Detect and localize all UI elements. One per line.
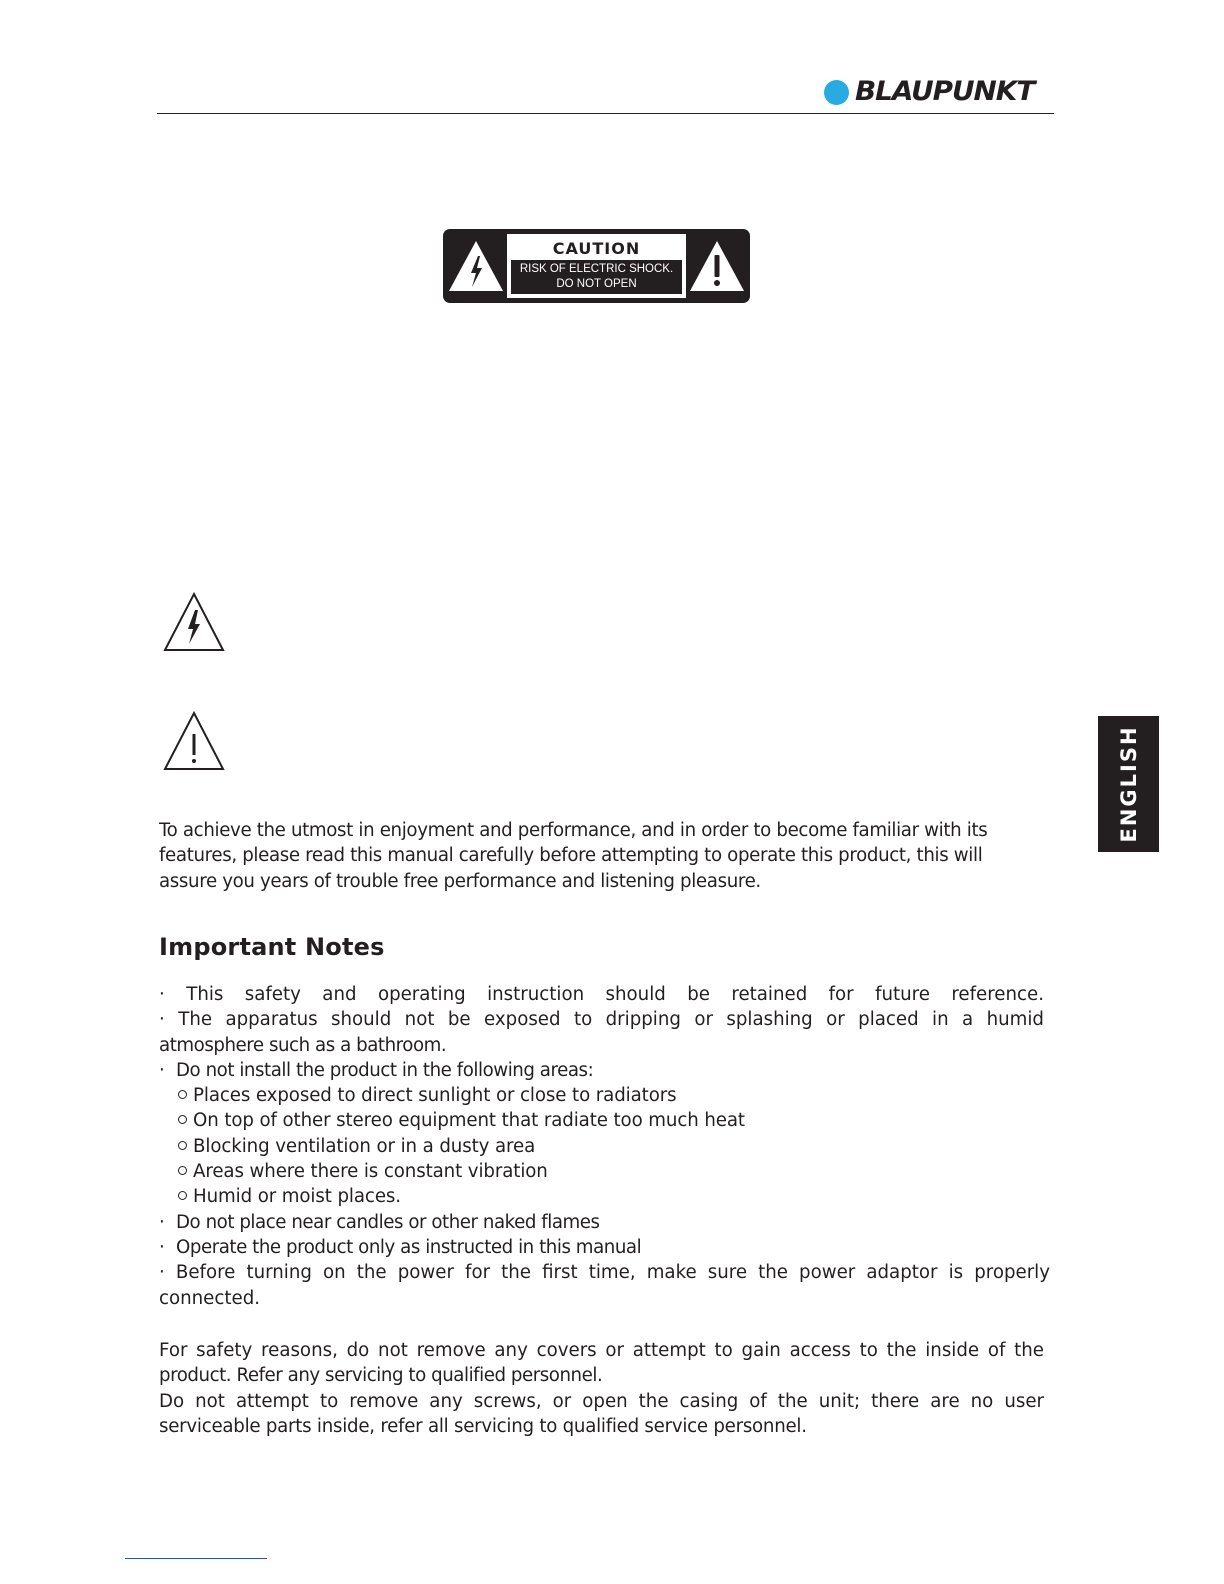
intro-line: assure you years of trouble free performance and listening pleasure. (159, 870, 761, 892)
caution-warning-text (511, 260, 682, 294)
area-text: On top of other stereo equipment that radiate too much heat (193, 1110, 745, 1132)
circle-bullet-icon (178, 1166, 187, 1175)
area-text: Places exposed to direct sunlight or close to radiators (193, 1085, 677, 1107)
note-continuation: connected. (159, 1287, 261, 1309)
safety-line: product. Refer any servicing to qualified personnel. (159, 1365, 603, 1387)
brand-dot-icon (824, 80, 849, 105)
footnote-divider (125, 1558, 267, 1559)
area-text: Blocking ventilation or in a dusty area (193, 1135, 536, 1157)
intro-line: To achieve the utmost in enjoyment and performance, and in order to become familiar with its (159, 820, 988, 841)
area-text: Areas where there is constant vibration (193, 1161, 548, 1183)
note-item: · This safety and operating instruction should be retained for future reference. (159, 984, 1044, 1005)
intro-paragraph (159, 818, 1044, 894)
caution-line-2: DO NOT OPEN (556, 278, 637, 290)
header-divider (157, 113, 1054, 114)
area-item (159, 1108, 1044, 1133)
caution-line-1: RISK OF ELECTRIC SHOCK. (519, 263, 674, 275)
caution-text-box (507, 234, 686, 298)
brand-logo (824, 76, 1035, 107)
circle-bullet-icon (178, 1141, 187, 1150)
caution-title: CAUTION (552, 239, 641, 258)
note-item: · Do not install the product in the following areas: (159, 1059, 594, 1081)
brand-name: BLAUPUNKT (855, 76, 1035, 107)
note-text: Before turning on the power for the first time, make sure the power adaptor is properly (175, 1262, 1050, 1284)
language-tab-label: ENGLISH (1116, 725, 1141, 843)
note-text: Operate the product only as instructed in this manual (176, 1236, 642, 1258)
note-item: · Before turning on the power for the first time, make sure the power adaptor is properly (159, 1262, 1050, 1284)
important-notes-list (159, 982, 1050, 1311)
note-text: Do not place near candles or other naked flames (176, 1211, 600, 1233)
note-item: · Do not place near candles or other naked flames (159, 1211, 600, 1233)
note-text: This safety and operating instruction should be retained for future reference. (186, 984, 1044, 1005)
intro-line: features, please read this manual carefully before attempting to operate this product, this will (159, 845, 983, 867)
area-item (159, 1159, 1044, 1184)
area-text: Humid or moist places. (193, 1186, 401, 1208)
circle-bullet-icon (178, 1191, 187, 1200)
area-item (159, 1083, 1044, 1108)
note-item: · The apparatus should not be exposed to dripping or splashing or placed in a humid (159, 1009, 1044, 1031)
lightning-warning-icon (162, 591, 226, 653)
note-item: · Operate the product only as instructed in this manual (159, 1236, 642, 1258)
note-continuation: atmosphere such as a bathroom. (159, 1034, 447, 1056)
circle-bullet-icon (178, 1090, 187, 1099)
caution-label (443, 229, 750, 303)
safety-line: Do not attempt to remove any screws, or open the casing of the unit; there are no user (159, 1390, 1044, 1412)
exclamation-triangle-icon (688, 239, 746, 293)
safety-line: serviceable parts inside, refer all servicing to qualified service personnel. (159, 1415, 807, 1437)
area-item (159, 1184, 1044, 1209)
language-tab (1098, 716, 1159, 852)
note-text: Do not install the product in the following areas: (176, 1059, 594, 1081)
safety-line: For safety reasons, do not remove any covers or attempt to gain access to the inside of the (159, 1340, 1044, 1361)
note-text: The apparatus should not be exposed to dripping or splashing or placed in a humid (178, 1009, 1044, 1031)
lightning-triangle-icon (447, 239, 505, 293)
circle-bullet-icon (178, 1115, 187, 1124)
important-notes-heading: Important Notes (159, 933, 385, 961)
exclamation-warning-icon (162, 710, 226, 772)
safety-paragraph (159, 1338, 1044, 1439)
area-item (159, 1134, 1044, 1159)
